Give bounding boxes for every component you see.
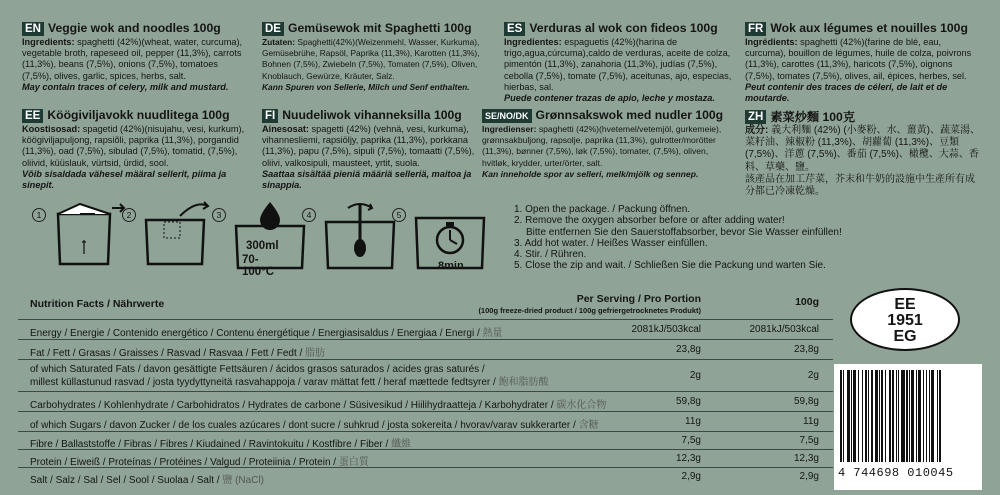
nutrient-label-zh: 碳水化合物 [556,400,607,411]
remove-absorber-icon [140,200,220,272]
product-title: 素菜炒麵 100克 [770,109,856,124]
per-serving-value: 59,8g [675,396,701,407]
lang-tag: FR [745,22,766,36]
lang-tag: FI [262,109,278,123]
allergen-note: Saattaa sisältää pieniä määriä selleriä, maitoa ja sinappia. [262,168,472,191]
allergen-note: Peut contenir des traces de céleri, de lait et de moutarde. [745,81,948,104]
water-volume-label: 300ml [246,240,279,252]
per-100g-value: 12,3g [793,453,819,464]
lang-tag: DE [262,22,284,36]
open-package-icon [50,200,130,272]
ingredients-text: 義大利麵 (42%) (小麥粉、水、薑黃)、蔬菜湯、菜籽油、辣椒粉 (11,3%)、胡蘿蔔 (11,3%)、豆類 (7,5%)、洋蔥 (7,5%)、番茄 (7,5%)、橄欖、大蒜、香料、草藥、鹽。 [745,125,981,173]
lang-block-fi [262,109,486,191]
nutrition-header-row [18,290,833,320]
ingredients-text: Spaghetti(42%)(Weizenmehl, Wasser, Kurkuma), Gemüsebrühe, Rapsöl, Paprika (11,3%), Karotten (11,3%), Bohnen (7,5%), Zwiebeln (7,5%), Tomaten (7,5%), Oliven, Knoblauch, Gewürze, Kräuter, Salz. [262,37,480,81]
lang-block-en [22,22,250,93]
step-number: 3 [212,208,226,222]
nutrition-row-sugars [18,412,833,432]
wait-time-label: 8min [438,260,464,272]
allergen-note: Puede contener trazas de apio, leche y mostaza. [504,93,715,104]
stir-icon [320,200,400,272]
ingredients-label: Ingredienser: [482,124,537,134]
step-number: 2 [122,208,136,222]
ingredients-text: spaghetti (42%)(farine de blé, eau, curcuma), bouillon de légumes, huile de colza, poivrons (11,3%), carottes (11,3%), haricots (7,5%), oignons (7,5%), tomates (7,5%), olives, ail, épices, herbes, sel. [745,37,972,81]
per-100g-value: 2081kJ/503kcal [749,324,819,335]
per-serving-value: 2081kJ/503kcal [631,324,701,335]
product-title: Köögiviljavokk nuudlitega 100g [47,108,230,123]
product-title: Nuudeliwok vihanneksilla 100g [282,108,462,123]
instruction-item: 5. Close the zip and wait. / Schließen Sie die Packung und warten Sie. [514,260,826,272]
nutrient-label: Protein / Eiweiß / Proteínas / Protéines / Valgud / Proteiinia / Protein / [30,457,339,468]
nutrient-label: Fibre / Ballaststoffe / Fibras / Fibres / Kiudained / Ravintokuitu / Kostfibre / Fiber / [30,439,392,450]
barcode-bar [941,370,942,462]
instruction-item: Bitte entfernen Sie den Sauerstoffabsorber, bevor Sie Wasser einfüllen! [526,226,842,238]
nutrition-title: Nutrition Facts / Nährwerte [30,298,165,310]
ingredients-label: Ingredientes: [504,37,562,47]
lang-block-ee [22,109,252,191]
nutrition-row-carbohydrates [18,392,833,412]
nutrient-label-zh: 纖維 [391,439,412,450]
per-serving-value: 2,9g [681,471,701,482]
product-title: Verduras al wok con fideos 100g [529,21,718,36]
instruction-item: 3. Add hot water. / Heißes Wasser einfüllen. [514,237,708,249]
lang-tag: SE/NO/DK [482,109,532,123]
instructions-list [514,204,842,272]
per-100g-value: 2,9g [799,471,819,482]
product-title: Wok aux légumes et nouilles 100g [770,21,968,36]
step-number: 1 [32,208,46,222]
nutrient-label-zh: 含糖 [578,420,599,431]
step-number: 5 [392,208,406,222]
allergen-note: May contain traces of celery, milk and mustard. [22,81,229,92]
preparation-steps [22,200,464,280]
health-mark-stamp [850,288,960,351]
nutrient-label: of which Sugars / davon Zucker / de los cuales azúcares / dont sucre / suhkrud / josta sokereita / hvorav/varav sukkerarter / [30,420,579,431]
lang-block-de [262,22,480,93]
product-title: Gemüsewok mit Spaghetti 100g [287,21,472,36]
water-temp-label: 70-100°C [242,254,275,278]
nutrient-label-zh: 鹽 (NaCl) [222,475,264,486]
lang-block-zh [745,110,980,198]
ingredients-label: Ingredients: [22,37,75,47]
lang-tag: ZH [745,110,766,124]
per-serving-subheader: (100g freeze-dried product / 100g gefriergetrocknetes Produkt) [478,306,701,315]
lang-block-es [504,22,732,104]
per-100g-header: 100g [795,296,819,308]
nutrient-label-zh: 飽和脂肪酸 [498,377,549,388]
product-title: Veggie wok and noodles 100g [47,21,221,36]
allergen-note: Kann Spuren von Sellerie, Milch und Senf enthalten. [262,81,470,92]
per-serving-header: Per Serving / Pro Portion [576,293,701,305]
per-100g-value: 23,8g [793,344,819,355]
nutrient-label-zh: 蛋白質 [338,457,369,468]
per-serving-value: 12,3g [675,453,701,464]
nutrient-label-zh: 熱量 [482,328,503,339]
barcode [834,364,982,490]
instruction-item: 4. Stir. / Rühren. [514,249,587,261]
nutrient-label: Energy / Energie / Contenido energético / Contenu énergétique / Energiasisaldus / Energiaa / Energi / [30,328,483,339]
per-serving-value: 2g [689,370,701,381]
per-100g-value: 59,8g [793,396,819,407]
lang-tag: EE [22,109,43,123]
per-100g-value: 7,5g [799,435,819,446]
nutrient-label-zh: 脂肪 [305,348,326,359]
stamp-country: EE [894,296,916,313]
nutrition-row-protein [18,450,833,468]
per-serving-value: 11g [685,416,701,427]
ingredients-text: espaguetis (42%)(harina de trigo,agua,cúrcuma),caldo de verduras, aceite de colza, pimentón (11,3%), zanahoria (11,3%), judías (7,5%), cebolla (7,5%), tomate (7,5%), aceitunas, ajo, especias, hierbas, sal. [504,37,732,92]
ingredients-text: spagetti (42%) (vehnä, vesi, kurkuma), vihannesliemi, rapsiöljy, paprika (11,3%), porkkana (11,3%), papu (7,5%), sipuli (7,5%), tomaatti (7,5%), oliivi, valkosipuli, mausteet, yrtit, suola. [262,124,475,168]
nutrition-table [18,290,833,490]
nutrient-label-line2: millest küllastunud rasvad / josta tyydyttyneitä rasvahappoja / varav mättat fett / heraf mættede fedtsyrer / [30,377,499,388]
per-100g-value: 2g [807,370,819,381]
ingredients-label: Ingrédients: [745,37,798,47]
product-title: Grønnsakswok med nudler 100g [535,108,724,123]
instruction-item: 2. Remove the oxygen absorber before or after adding water! [514,215,785,227]
per-serving-value: 23,8g [675,344,701,355]
nutrition-row-fat [18,340,833,360]
stamp-number: 1951 [887,312,923,329]
nutrient-label: Fat / Fett / Grasas / Graisses / Rasvad / Rasvaa / Fett / Fedt / [30,348,306,359]
allergen-note: Kan inneholde spor av selleri, melk/mjölk og sennep. [482,168,699,179]
lang-tag: ES [504,22,525,36]
barcode-bars [840,370,976,462]
lang-block-fr [745,22,980,104]
per-100g-value: 11g [803,416,819,427]
lang-tag: EN [22,22,44,36]
ingredients-text: spaghetti (42%)(hvetemel/vetemjöl, gurkemeie), grønnsakbuljong, rapsolje, paprika (11,3%), gulrotter/morötter (11,3%), bønner (7,5%), løk (7,5%), tomater, (7,5%), oliven, hvitløk, krydder, urter/örter, salt. [482,124,722,168]
lang-block-se [482,109,727,180]
nutrition-row-salt [18,468,833,486]
stamp-region: EG [893,328,917,345]
barcode-number: 4 744698 010045 [838,466,954,480]
nutrient-label: of which Saturated Fats / davon gesättigte Fettsäuren / ácidos grasos saturados / acides gras saturés / [30,364,485,375]
nutrient-label: Salt / Salz / Sal / Sel / Sool / Suolaa / Salt / [30,475,223,486]
ingredients-label: 成分: [745,125,769,136]
instruction-item: 1. Open the package. / Packung öffnen. [514,204,691,215]
ingredients-text: spaghetti (42%)(wheat, water, curcuma), vegetable broth, rapeseed oil, pepper (11,3%), carrots (11,3%), beans (7,5%), onions (7,5%), tomatoes (7,5%), olives, garlic, spices, herbs, salt. [22,37,243,81]
ingredients-text: spagetid (42%)(nisujahu, vesi, kurkum), köögiviljapuljong, rapsiõli, paprika (11,3%), porgandid (11,3%), oad (7,5%), sibulad (7,5%), tomatid, (7,5%), oliivid, küüslauk, vürtsid, ürdid, sool. [22,124,245,168]
nutrition-row-energy [18,320,833,340]
ingredients-label: Zutaten: [262,37,296,47]
ingredients-label: Ainesosat: [262,124,309,134]
allergen-note: Võib sisaldada vähesel määral sellerit, piima ja sinepit. [22,168,227,191]
step-number: 4 [302,208,316,222]
allergen-note: 該產品在加工芹菜，芥末和牛奶的設施中生產所有成分都已冷凍乾燥。 [745,173,975,198]
nutrition-row-saturated [18,360,833,392]
ingredients-label: Koostisosad: [22,124,81,134]
per-serving-value: 7,5g [681,435,701,446]
nutrient-label: Carbohydrates / Kohlenhydrate / Carbohidratos / Hydrates de carbone / Süsivesikud / Hiilihydraatteja / Karbohydrater / [30,400,557,411]
nutrition-row-fibre [18,432,833,450]
